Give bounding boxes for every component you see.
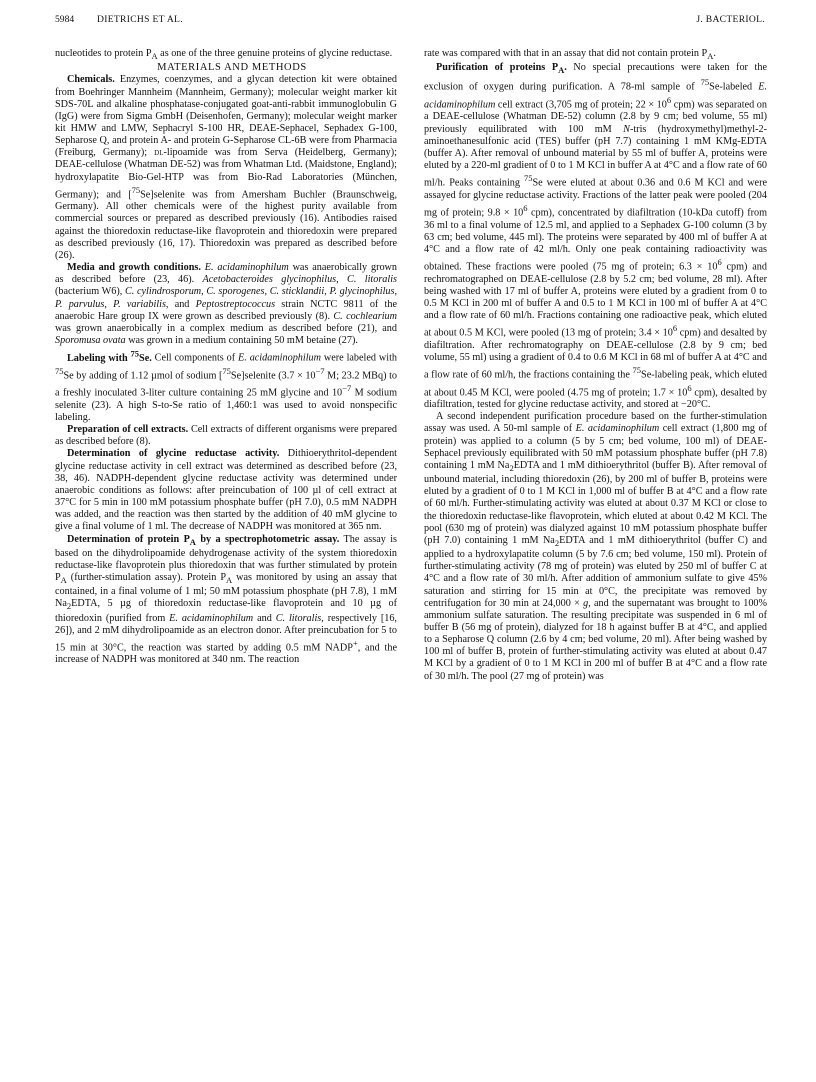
paragraph-protein-pa-assay: Determination of protein $P_A$ by a spectrophotometric assay. The assay is based on the dihydrolipoamide dehydrogenase activity of the system thioredoxin reductase-like flavoprotein plus thioredoxin that was further stimulated by protein $P_A$ (further-stimulation assay). Protein $P_A$ was monitored by using an assay that contained, in a final volume of 1 ml; 50 mM potassium phosphate (pH 7.8), 1 mM $Na_2EDTA$, 5 µg of thioredoxin reductase-like flavoprotein and 10 µg of thioredoxin (purified from E. acidaminophilum and C. litoralis, respectively [16, 26]), and 2 mM dihydrolipoamide as an electron donor. After preincubation for 5 to 15 min at 30°C, the reaction was started by adding 0.5 mM NADP+, and the increase of NADPH was monitored at 340 nm. The reaction <box>55 533 398 666</box>
paragraph-purification: Purification of proteins $P_A$. No special precautions were taken for the exclusion of oxygen during purification. A 78-ml sample of $^{75}$Se-labeled E. acidaminophilum cell extract (3,705 mg of protein; $22 \times 10^6$ cpm) was separated on a DEAE-cellulose (Whatman DE-52) column (2.8 by 9 cm; bed volume, 55 ml) previously equilibrated with 100 mM N-tris (hydroxymethyl)methyl-2-aminoethanesulfonic acid (TES) buffer (pH 7.7) containing 1 mM KMg-EDTA (buffer A). After removal of unbound material by 55 ml of buffer A, proteins were eluted by a 220-ml gradient of 0 to 1 M KCl in buffer A at 4°C and a flow rate of 60 ml/h. Peaks containing $^{75}$Se were eluted at about 0.36 and 0.6 M KCl and were assayed for glycine reductase activity. Fractions of the latter peak were pooled (204 mg of protein; $9.8 \times 10^6$ cpm), concentrated by diafiltration (10-kDa cutoff) from 36 ml to a final volume of 12.5 ml, and applied to a Sephadex G-100 column (3 by 63 cm; bed volume, 445 ml). The proteins were separated by 400 ml of buffer A at 4°C and a flow rate of 42 ml/h. Only one peak containing radioactivity was obtained. These fractions were pooled (75 mg of protein; $6.3 \times 10^6$ cpm) and rechromatographed on DEAE-cellulose (2.8 by 5.2 cm; bed volume, 28 ml). After being washed with 17 ml of buffer A, proteins were eluted by a gradient from 0 to 0.5 M KCl in 200 ml of buffer A and 0.5 to 1 M KCl in 100 ml of buffer A at 4°C and a flow rate of 60 ml/h. Fractions containing one radioactive peak, which eluted at about 0.5 M KCl, were pooled (13 mg of protein; $3.4 \times 10^6$ cpm) and desalted by diafiltration. After rechromatography on DEAE-cellulose (2.8 by 9 cm; bed volume, 55 ml) using a gradient of 0.4 to 0.6 M KCl in 68 ml of buffer A at 4°C and a flow rate of 60 ml/h, the fractions containing the $^{75}$Se-labeling peak, which eluted at about 0.45 M KCl, were pooled (4.75 mg of protein; $1.7 \times 10^6$ cpm), desalted by diafiltration, tested for glycine reductase activity, and stored at −20°C. <box>424 62 768 411</box>
section-title: MATERIALS AND METHODS <box>157 62 307 74</box>
right-column <box>424 48 767 683</box>
continued-paragraph: nucleotides to protein $P_A$ as one of the three genuine proteins of glycine reductase. <box>55 48 393 62</box>
paragraph-cell-extracts: Preparation of cell extracts. Cell extracts of different organisms were prepared as described before (8). <box>55 424 397 448</box>
paragraph-chemicals: Chemicals. Enzymes, coenzymes, and a glycan detection kit were obtained from Boehringer Mannheim (Mannheim, Germany); molecular weight marker kit SDS-70L and alkaline phosphatase-conjugated goat-anti-rabbit immunoglobulin G (IgG) were from Sigma GmbH (Deisenhofen, Germany); molecular weight marker kit HMW and LMW, Sephacryl S-100 HR, DEAE-Sephacel, Sephadex G-100, Sepharose Q, and protein A- and protein G-Sepharose CL-6B were from Pharmacia (Freiburg, Germany); dl-lipoamide was from Serva (Heidelberg, Germany); DEAE-cellulose (Whatman DE-52) was from Whatman Ltd. (Maidstone, England); hydroxylapatite Bio-Gel-HTP was from Bio-Rad Laboratories (München, Germany); and [$^{75}$Se]selenite was from Amersham Buchler (Braunschweig, Germany). All other chemicals were of the highest purity available from commercial sources or prepared as described previously (16). Antibodies raised against the thioredoxin reductase-like flavoprotein and thioredoxin were prepared as described previously (16, 17). Thioredoxin was prepared as described before (26). <box>55 74 397 261</box>
left-column <box>55 48 397 667</box>
page-number: 5984 <box>55 14 75 25</box>
paragraph-second-purification: A second independent purification procedure based on the further-stimulation assay was used. A 50-ml sample of E. acidaminophilum cell extract (1,800 mg of protein) was applied to a column (5 by 5 cm; bed volume, 100 ml) of DEAE-Sephacel previously equilibrated with 50 mM potassium phosphate buffer (pH 7.8) containing 1 mM $Na_2EDTA$ and 1 mM dithioerythritol (buffer B). After removal of unbound material, including thioredoxin (26), by 200 ml of buffer B, proteins were eluted by a gradient of 0 to 1 M KCl in 1,000 ml of buffer B at 4°C and a flow rate of 60 ml/h. Further-stimulating activity was eluted at about 0.37 M KCl or close to the thioredoxin reductase-like flavoprotein, which eluted at about 0.42 M KCl. The pool (630 mg of protein) was dialyzed against 10 mM potassium phosphate buffer (pH 7.0) containing 1 mM $Na_2EDTA$ and 1 mM dithioerythritol (buffer C) and applied to a hydroxylapatite column (5 by 7.6 cm; bed volume, 150 ml). Protein of further-stimulating activity (78 mg of protein) was eluted by 250 ml of buffer C at 4°C and a flow rate of 30 ml/h. After addition of ammonium sulfate to give 45% saturation and stirring for 15 min at 0°C, the precipitate was removed by centrifugation for 30 min at 24,000 × g, and the supernatant was brought to 100% ammonium sulfate saturation. The resulting precipitate was suspended in 6 ml of buffer B (56 mg of protein), dialyzed for 18 h against buffer B at 4°C, and applied to a Sepharose Q column (2.6 by 4 cm; bed volume, 20 ml). After being washed by 100 ml of buffer B, protein of further-stimulating activity was eluted at about 0.47 M KCl by a gradient of 0 to 1 M KCl in 200 ml of buffer B at 4°C and a flow rate of 30 ml/h. The pool (27 mg of protein) was <box>424 411 767 682</box>
running-header <box>55 14 765 28</box>
continued-paragraph: rate was compared with that in an assay that did not contain protein $P_A$. <box>424 48 716 62</box>
paragraph-media: Media and growth conditions. E. acidaminophilum was anaerobically grown as described before (23, 46). Acetobacteroides glycinophilus, C. litoralis (bacterium W6), C. cylindrosporum, C. sporogenes, C. sticklandii, P. glycinophilus, P. parvulus, P. variabilis, and Peptostreptococcus strain NCTC 9811 of the anaerobic Hare group IX were grown as described previously (8). C. cochlearium was grown anaerobically in a complex medium as described before (21), and Sporomusa ovata was grown in a medium containing 50 mM betaine (27). <box>55 262 398 347</box>
journal-name: J. BACTERIOL. <box>696 14 765 25</box>
paragraph-labeling: Labeling with $^{75}$Se. Cell components of E. acidaminophilum were labeled with $^{75}$Se by adding of 1.12 µmol of sodium [$^{75}$Se]selenite ($3.7 \times 10^{-7}$ M; 23.2 MBq) to a freshly inoculated 3-liter culture containing 25 mM glycine and $10^{-7}$ M sodium selenite (23). A high S-to-Se ratio of 1,460:1 was used to avoid nonspecific labeling. <box>55 348 397 423</box>
running-authors: DIETRICHS ET AL. <box>97 14 183 25</box>
paragraph-glycine-reductase: Determination of glycine reductase activity. Dithioerythritol-dependent glycine reductase activity in cell extract was determined as described before (23, 38, 46). NADPH-dependent glycine reductase activity was determined under anaerobic conditions as follows: after preincubation of 100 µl of cell extract at 37°C for 5 min in 100 mM potassium phosphate buffer (pH 7.0), 0.5 mM NADPH was added, and the reaction was then started by the addition of 40 mM glycine to give a final volume of 1 ml. The decrease of NADPH was monitored at 365 nm. <box>55 448 398 533</box>
